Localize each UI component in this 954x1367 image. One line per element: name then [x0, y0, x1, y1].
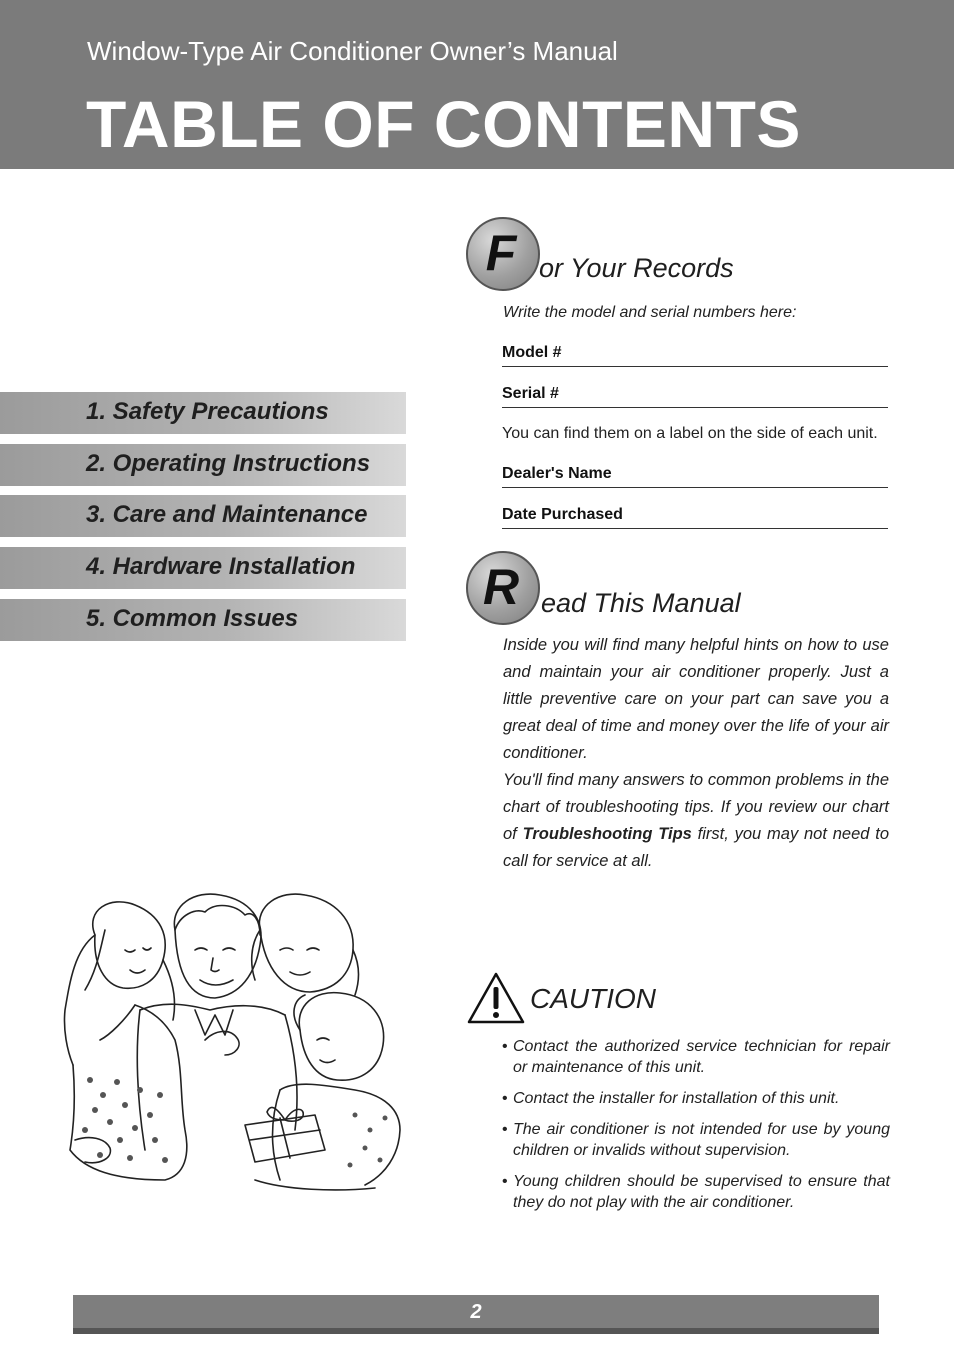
records-note: Write the model and serial numbers here:	[503, 304, 797, 321]
manual-initial-badge	[466, 551, 540, 625]
caution-list	[502, 1036, 890, 1223]
toc-item-operating[interactable]	[0, 444, 406, 486]
manual-paragraph-1: Inside you will find many helpful hints on how to use and maintain your air conditioner properly. Just a little preventive care on your part can save you a great deal of time and money over the life of your air conditioner.	[503, 636, 889, 762]
caution-item: • Contact the authorized service technician for repair or maintenance of this unit.	[502, 1036, 890, 1078]
date-label: Date Purchased	[502, 506, 623, 523]
toc-item-label: 1. Safety Precautions	[86, 398, 329, 425]
records-initial-badge	[466, 217, 540, 291]
date-field	[502, 504, 888, 529]
dealer-field	[502, 463, 888, 488]
model-field	[502, 342, 888, 367]
caution-item: • Contact the installer for installation of this unit.	[502, 1088, 890, 1109]
dealer-label: Dealer's Name	[502, 465, 612, 482]
troubleshooting-tips-emphasis: Troubleshooting Tips	[522, 825, 692, 843]
manual-heading: ead This Manual	[541, 588, 741, 618]
caution-item: • The air conditioner is not intended for use by young children or invalids without supervision.	[502, 1119, 890, 1161]
family-illustration	[55, 890, 410, 1195]
records-heading: or Your Records	[539, 253, 734, 283]
manual-paragraph-2: You'll find many answers to common problems in the chart of troubleshooting tips. If you review our chart of Troubleshooting Tips first, you may not need to call for service at all.	[503, 771, 890, 870]
toc-item-safety[interactable]	[0, 392, 406, 434]
serial-field	[502, 383, 888, 408]
model-label: Model #	[502, 344, 562, 361]
toc-item-hardware[interactable]	[0, 547, 406, 589]
toc-item-label: 3. Care and Maintenance	[86, 501, 368, 528]
manual-subtitle: Window-Type Air Conditioner Owner’s Manual	[87, 36, 618, 66]
toc-item-label: 5. Common Issues	[86, 605, 299, 632]
toc-item-label: 4. Hardware Installation	[86, 553, 356, 580]
serial-label: Serial #	[502, 385, 559, 402]
toc-item-care[interactable]	[0, 495, 406, 537]
caution-heading: CAUTION	[530, 983, 656, 1014]
label-location-note: You can find them on a label on the side of each unit.	[502, 425, 878, 442]
page-header	[0, 0, 954, 169]
page-number: 2	[470, 1301, 482, 1323]
records-initial: F	[485, 225, 517, 281]
warning-triangle-icon	[466, 971, 526, 1025]
page-footer	[73, 1295, 879, 1334]
toc-item-label: 2. Operating Instructions	[86, 450, 371, 477]
page-title: TABLE OF CONTENTS	[86, 87, 801, 161]
toc-item-issues[interactable]	[0, 599, 406, 641]
manual-initial: R	[482, 559, 520, 615]
caution-item: • Young children should be supervised to ensure that they do not play with the air conditioner.	[502, 1171, 890, 1213]
